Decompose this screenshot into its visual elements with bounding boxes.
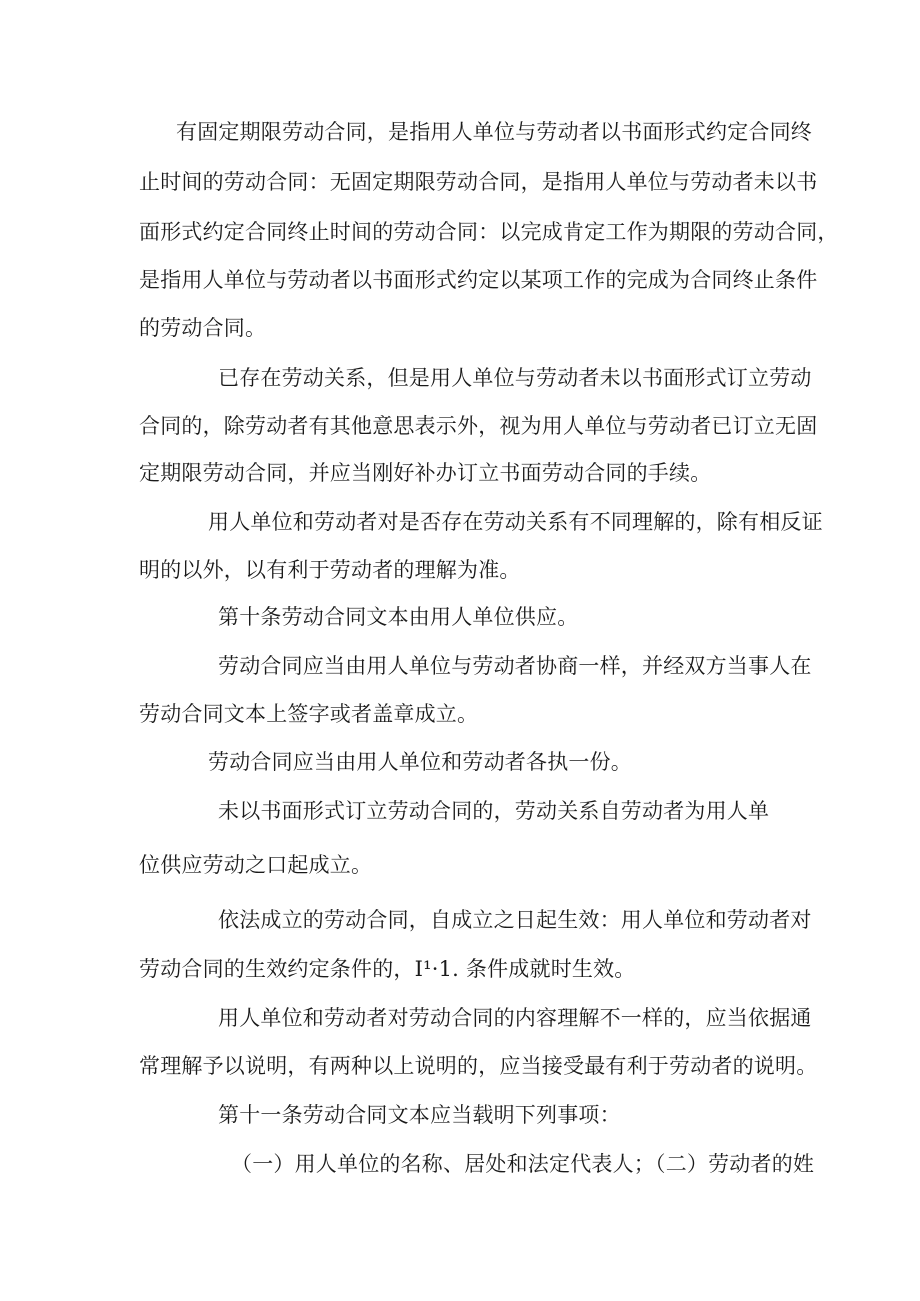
text-line: 面形式约定合同终止时间的劳动合同：以完成肯定工作为期限的劳动合同，	[139, 220, 839, 244]
text-line: 未以书面形式订立劳动合同的，劳动关系自劳动者为用人单	[218, 799, 770, 823]
text-line: 劳动合同的生效约定条件的，I¹·1. 条件成就时生效。	[139, 957, 636, 981]
text-line: 用人单位和劳动者对劳动合同的内容理解不一样的，应当依据通	[218, 1006, 812, 1030]
text-line: 是指用人单位与劳动者以书面形式约定以某项工作的完成为合同终止条件	[139, 268, 818, 292]
text-line: 劳动合同文本上签字或者盖章成立。	[139, 702, 479, 726]
text-line: 第十一条劳动合同文本应当载明下列事项：	[218, 1103, 621, 1127]
text-line: 用人单位和劳动者对是否存在劳动关系有不同理解的，除有相反证	[208, 510, 823, 534]
text-line: 的劳动合同。	[139, 316, 267, 340]
text-line: 劳动合同应当由用人单位与劳动者协商一样，并经双方当事人在	[218, 654, 812, 678]
text-line: 有固定期限劳动合同，是指用人单位与劳动者以书面形式约定合同终	[176, 120, 812, 144]
text-line: 定期限劳动合同，并应当刚好补办订立书面劳动合同的手续。	[139, 461, 712, 485]
text-line: 劳动合同应当由用人单位和劳动者各执一份。	[208, 750, 632, 774]
text-line: （一）用人单位的名称、居处和法定代表人；（二）劳动者的姓	[231, 1152, 815, 1176]
text-line: 依法成立的劳动合同，自成立之日起生效：用人单位和劳动者对	[218, 908, 812, 932]
text-line: 常理解予以说明，有两种以上说明的，应当接受最有利于劳动者的说明。	[139, 1054, 818, 1078]
text-line: 合同的，除劳动者有其他意思表示外，视为用人单位与劳动者已订立无固	[139, 414, 818, 438]
text-line: 位供应劳动之口起成立。	[139, 853, 373, 877]
text-line: 已存在劳动关系，但是用人单位与劳动者未以书面形式订立劳动	[218, 366, 812, 390]
text-line: 第十条劳动合同文本由用人单位供应。	[218, 605, 579, 629]
text-line: 明的以外，以有利于劳动者的理解为准。	[139, 558, 521, 582]
text-line: 止时间的劳动合同：无固定期限劳动合同，是指用人单位与劳动者未以书	[139, 170, 818, 194]
